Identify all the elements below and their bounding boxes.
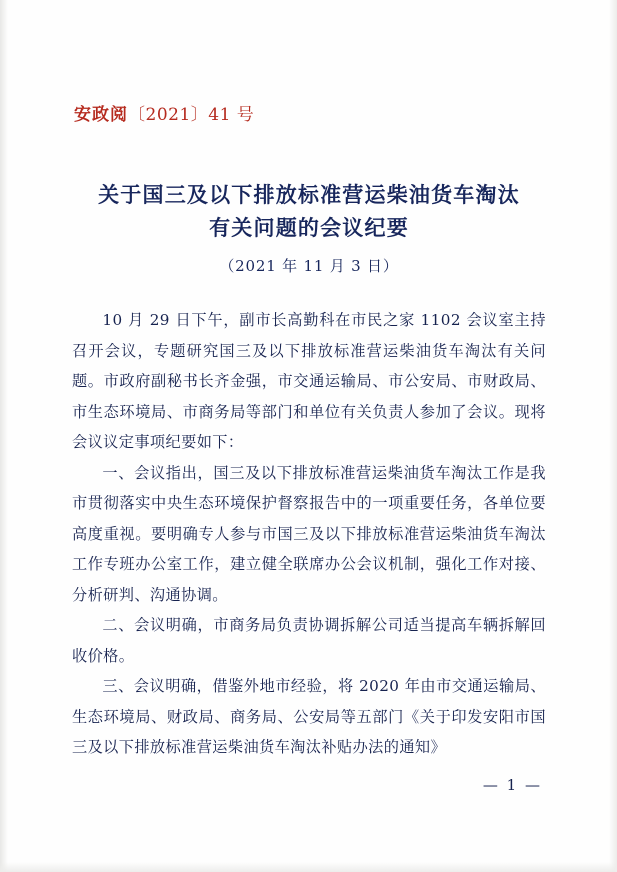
document-number-prefix: 安政阅 [74, 105, 128, 125]
document-title-block [72, 178, 546, 276]
paragraph-1: 10 月 29 日下午，副市长高勤科在市民之家 1102 会议室主持召开会议，专题研究国三及以下排放标准营运柴油货车淘汰有关问题。市政府副秘书长齐金强，市交通运输局、市公安局、市财政局、市生态环境局、市商务局等部门和单位有关负责人参加了会议。现将会议议定事项纪要如下： [72, 311, 546, 451]
page-number: — 1 — [482, 776, 542, 794]
document-number-body: 〔2021〕41 号 [128, 105, 255, 125]
paragraph-2: 一、会议指出，国三及以下排放标准营运柴油货车淘汰工作是我市贯彻落实中央生态环境保护督察报告中的一项重要任务，各单位要高度重视。要明确专人参与市国三及以下排放标准营运柴油货车淘汰工作专班办公室工作，建立健全联席办公会议机制，强化工作对接、分析研判、沟通协调。 [72, 463, 546, 604]
document-title-line-2: 有关问题的会议纪要 [209, 215, 409, 240]
paragraph-3: 二、会议明确，市商务局负责协调拆解公司适当提高车辆拆解回收价格。 [72, 616, 546, 665]
paragraph-4: 三、会议明确，借鉴外地市经验，将 2020 年由市交通运输局、生态环境局、财政局、商务局、公安局等五部门《关于印发安阳市国三及以下排放标准营运柴油货车淘汰补贴办法的通知》 [72, 677, 546, 756]
document-body [72, 305, 546, 763]
document-title-line-1: 关于国三及以下排放标准营运柴油货车淘汰 [98, 182, 520, 207]
document-subtitle-date: （2021 年 11 月 3 日） [219, 257, 399, 275]
document-number [74, 100, 254, 125]
document-content [72, 0, 546, 872]
